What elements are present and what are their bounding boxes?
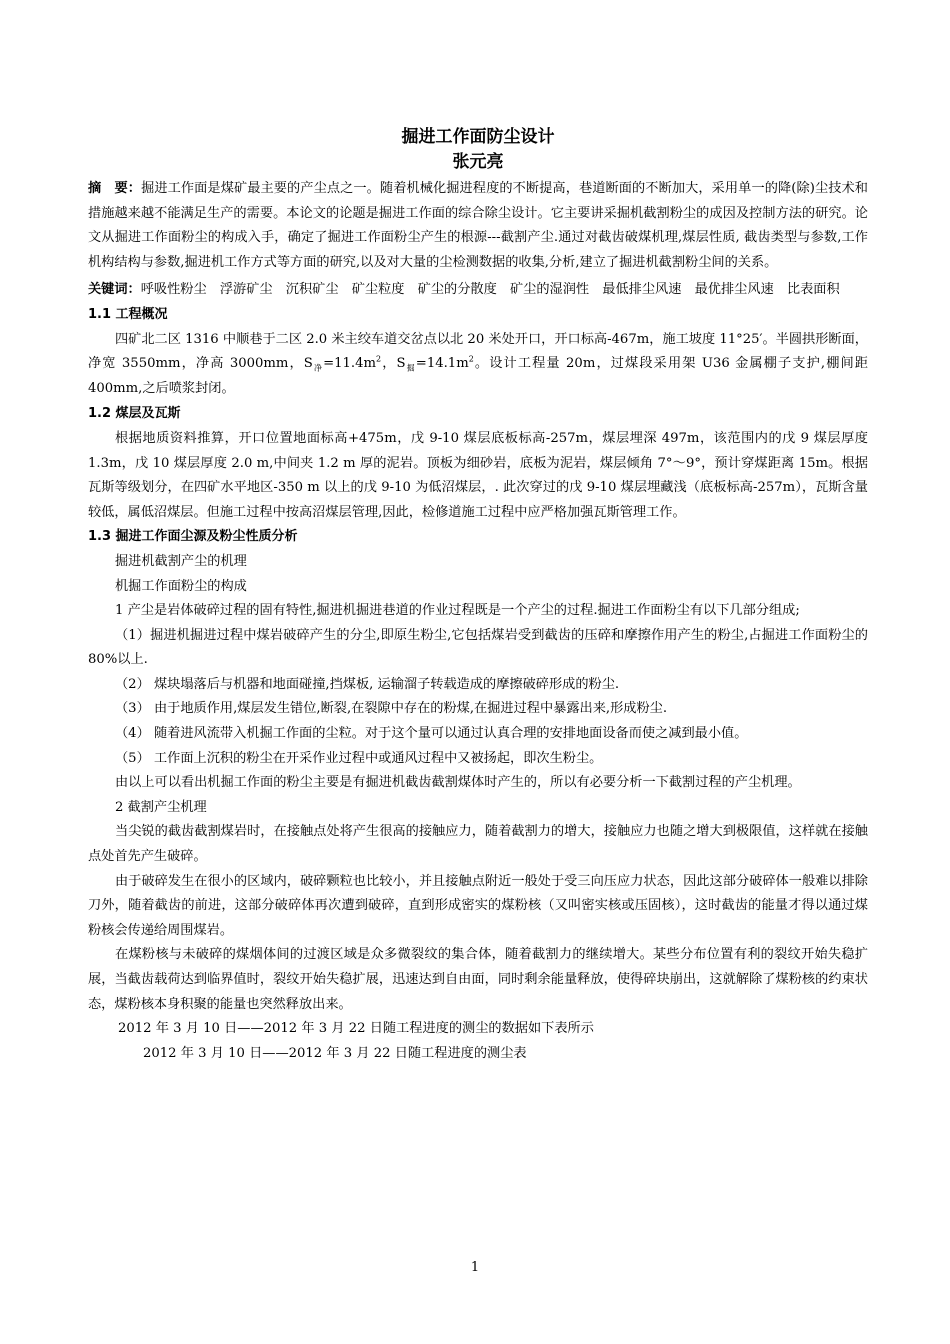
section-1-3-paragraph-1: 当尖锐的截齿截割煤岩时，在接触点处将产生很高的接触应力，随着截割力的增大，接触应力也随之增大到极限值，这样就在接触点处首先产生破碎。 <box>88 824 868 865</box>
document-page <box>88 124 868 1066</box>
section-1-1-text-e: 。设计工程量 20m，过煤段采用架 U36 金属棚子支护,棚间距 400mm,之后喷浆封闭。 <box>88 356 868 396</box>
table-caption: 2012 年 3 月 10 日——2012 年 3 月 22 日随工程进度的测尘表 <box>143 1045 527 1061</box>
list-item-5: （5） 工作面上沉积的粉尘在开采作业过程中或通风过程中又被扬起，即次生粉尘。 <box>115 750 603 766</box>
section-1-3-line-1: 掘进机截割产尘的机理 <box>115 553 247 569</box>
superscript-2a: 2 <box>376 354 382 364</box>
list-item-3: （3） 由于地质作用,煤层发生错位,断裂,在裂隙中存在的粉煤,在掘进过程中暴露出来,形成粉尘. <box>115 701 668 717</box>
section-1-1-text-a: 四矿北二区 1316 中顺巷于二区 2.0 米主绞车道交岔点以北 20 米处开口，开口标高-467m，施工坡度 11°25′。半圆拱形断面，净宽 3550mm，净高 3000mm，S <box>88 331 868 372</box>
list-item-4: （4） 随着进风流带入机掘工作面的尘粒。对于这个量可以通过认真合理的安排地面设备而使之减到最小值。 <box>115 726 748 742</box>
section-1-1-paragraph <box>88 328 868 402</box>
section-1-1-heading: 1.1 工程概况 <box>88 306 168 322</box>
document-author: 张元亮 <box>452 152 504 172</box>
section-1-1-text-d: =14.1m <box>415 356 469 372</box>
section-1-3-line-4: 由以上可以看出机掘工作面的粉尘主要是有掘进机截齿截割煤体时产生的，所以有必要分析一下截割过程的产尘机理。 <box>115 775 801 791</box>
document-title: 掘进工作面防尘设计 <box>401 127 555 147</box>
section-1-3-heading: 1.3 掘进工作面尘源及粉尘性质分析 <box>88 529 298 545</box>
section-1-1-text-c: ，S <box>381 356 406 372</box>
section-1-3-line-2: 机掘工作面粉尘的构成 <box>115 578 247 594</box>
list-item-2: （2） 煤块塌落后与机器和地面碰撞,挡煤板, 运输溜子转载造成的摩擦破碎形成的粉尘. <box>115 676 620 692</box>
page-number: 1 <box>470 1260 480 1275</box>
keywords-label: 关键词： <box>88 282 141 298</box>
table-intro-line: 2012 年 3 月 10 日——2012 年 3 月 22 日随工程进度的测尘的数据如下表所示 <box>118 1021 594 1037</box>
list-item-1: （1）掘进机掘进过程中煤岩破碎产生的分尘,即原生粉尘,它包括煤岩受到截齿的压碎和摩擦作用产生的粉尘,占掘进工作面粉尘的 80%以上. <box>88 627 868 668</box>
superscript-2b: 2 <box>468 354 474 364</box>
subscript-jue: 掘 <box>405 363 416 373</box>
abstract-text: 掘进工作面是煤矿最主要的产尘点之一。随着机械化掘进程度的不断提高，巷道断面的不断加大，采用单一的降(除)尘技术和措施越来越不能满足生产的需要。本论文的论题是掘进工作面的综合除尘设计。它主要讲采掘机截割粉尘的成因及控制方法的研究。论文从掘进工作面粉尘的构成入手，确定了掘进工作面粉尘产生的根源---截割产尘.通过对截齿破煤机理,煤层性质, 截齿类型与参数,工作机构结构与参数,掘进机工作方式等方面的研究,以及对大量的尘检测数据的收集,分析,建立了掘进机截割粉尘间的关系。 <box>88 181 868 270</box>
section-1-2-heading: 1.2 煤层及瓦斯 <box>88 406 181 422</box>
section-1-3-line-5: 2 截割产尘机理 <box>115 799 207 815</box>
abstract-label: 摘 要： <box>88 181 142 196</box>
subscript-jing: 净 <box>312 363 324 373</box>
section-1-3-paragraph-2: 由于破碎发生在很小的区域内，破碎颗粒也比较小，并且接触点附近一般处于受三向压应力状态，因此这部分破碎体一般难以排除刀外，随着截齿的前进，这部分破碎体再次遭到破碎，直到形成密实的煤粉核（又叫密实核或压固核），这时截齿的能量才得以通过煤粉核会传递给周围煤岩。 <box>88 873 868 938</box>
section-1-2-paragraph: 根据地质资料推算，开口位置地面标高+475m，戊 9-10 煤层底板标高-257m，煤层埋深 497m，该范围内的戊 9 煤层厚度 1.3m，戊 10 煤层厚度 2.0 m,中间夹 1.2 m 厚的泥岩。顶板为细砂岩，底板为泥岩，煤层倾角 7°～9°，预计穿煤距离 15m。根据瓦斯等级划分，在四矿水平地区-350 m 以上的戊 9-10 为低沼煤层，. 此次穿过的戊 9-10 煤层埋藏浅（底板标高-257m），瓦斯含量较低，属低沼煤层。但施工过程中按高沼煤层管理,因此，检修道施工过程中应严格加强瓦斯管理工作。 <box>88 430 868 520</box>
keywords-text: 呼吸性粉尘 浮游矿尘 沉积矿尘 矿尘粒度 矿尘的分散度 矿尘的湿润性 最低排尘风速 最优排尘风速 比表面积 <box>140 282 840 298</box>
section-1-3-line-3: 1 产尘是岩体破碎过程的固有特性,掘进机掘进巷道的作业过程既是一个产尘的过程.掘进工作面粉尘有以下几部分组成; <box>115 603 800 619</box>
abstract-paragraph <box>88 177 868 275</box>
section-1-1-text-b: =11.4m <box>323 356 376 372</box>
keywords-paragraph <box>88 278 868 303</box>
section-1-3-paragraph-3: 在煤粉核与未破碎的煤烟体间的过渡区域是众多微裂纹的集合体，随着截割力的继续增大。某些分布位置有利的裂纹开始失稳扩展，当截齿载荷达到临界值时，裂纹开始失稳扩展，迅速达到自由面，同时剩余能量释放，使得碎块崩出，这就解除了煤粉核的约束状态，煤粉核本身积聚的能量也突然释放出来。 <box>88 947 868 1012</box>
